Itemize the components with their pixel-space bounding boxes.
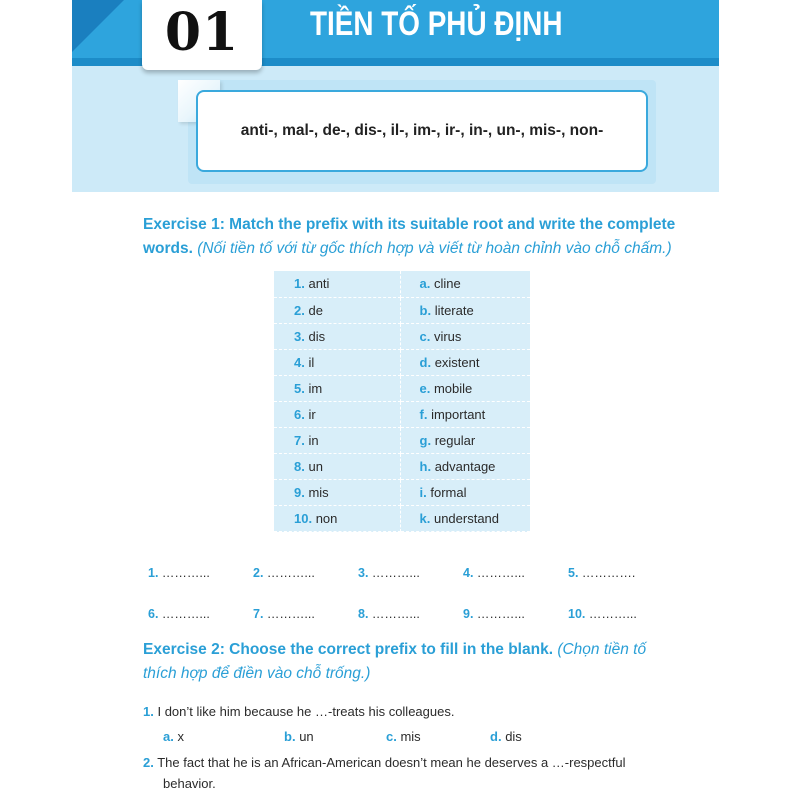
prefix-number: 5. — [294, 380, 305, 396]
answer-number: 2. — [253, 566, 264, 580]
root-cell — [400, 297, 530, 323]
prefix-number: 2. — [294, 302, 305, 318]
q1-option-b-letter: b. — [284, 729, 296, 744]
exercise1-heading — [143, 213, 675, 261]
table-row — [274, 401, 530, 427]
q1-option-c-text: mis — [400, 729, 421, 744]
answer-blank[interactable] — [463, 566, 525, 580]
q1-option-d[interactable] — [490, 729, 522, 744]
root-text: understand — [433, 510, 500, 526]
prefix-number: 9. — [294, 484, 305, 500]
root-text: virus — [433, 328, 462, 344]
q1-option-b-text: un — [299, 729, 314, 744]
answer-blank[interactable] — [463, 607, 525, 621]
root-text: formal — [430, 484, 467, 500]
prefix-text: anti — [308, 276, 330, 292]
root-cell — [400, 453, 530, 479]
answer-blank[interactable] — [253, 607, 315, 621]
prefix-number: 7. — [294, 432, 305, 448]
root-text: important — [431, 406, 486, 422]
table-row — [274, 271, 530, 297]
prefix-number: 1. — [294, 276, 305, 292]
root-letter: h. — [419, 458, 432, 474]
prefix-cell — [274, 453, 400, 479]
prefix-number: 8. — [294, 458, 305, 474]
root-text: regular — [434, 432, 476, 448]
prefix-cell — [274, 297, 400, 323]
answer-dots: ………... — [266, 607, 315, 621]
root-text: advantage — [434, 458, 496, 474]
table-row — [274, 505, 530, 531]
root-letter: d. — [419, 354, 432, 370]
root-cell — [400, 323, 530, 349]
prefix-text: il — [308, 354, 315, 370]
table-row — [274, 453, 530, 479]
prefix-text: non — [315, 510, 338, 526]
answer-number: 10. — [568, 607, 586, 621]
answer-dots: ………... — [161, 607, 210, 621]
answer-dots: ………... — [476, 607, 525, 621]
table-row — [274, 375, 530, 401]
answer-blank[interactable] — [568, 607, 637, 621]
root-letter: k. — [419, 510, 431, 526]
answer-blank[interactable] — [148, 607, 210, 621]
table-row — [274, 427, 530, 453]
question-1 — [143, 701, 454, 722]
prefix-cell — [274, 479, 400, 505]
root-letter: a. — [419, 276, 431, 292]
table-row — [274, 479, 530, 505]
lesson-number: 01 — [164, 1, 240, 63]
root-cell — [400, 505, 530, 531]
root-cell — [400, 401, 530, 427]
answer-dots: ………... — [266, 566, 315, 580]
prefix-text: ir — [308, 406, 316, 422]
q1-option-a-text: x — [177, 729, 184, 744]
prefix-text: mis — [308, 484, 329, 500]
exercise2-heading — [143, 638, 646, 686]
question-2-line1 — [143, 752, 663, 773]
answer-number: 6. — [148, 607, 159, 621]
root-letter: f. — [419, 406, 428, 422]
answer-blank[interactable] — [568, 566, 635, 580]
root-letter: c. — [419, 328, 431, 344]
answer-blank[interactable] — [253, 566, 315, 580]
prefix-number: 10. — [294, 510, 313, 526]
answer-number: 8. — [358, 607, 369, 621]
q1-option-c-letter: c. — [386, 729, 397, 744]
answer-number: 1. — [148, 566, 159, 580]
prefix-cell — [274, 375, 400, 401]
prefix-cell — [274, 323, 400, 349]
prefix-cell — [274, 505, 400, 531]
prefix-text: im — [308, 380, 323, 396]
answer-blank[interactable] — [358, 566, 420, 580]
root-cell — [400, 375, 530, 401]
exercise2-heading-vi: (Chọn tiền tố — [557, 641, 647, 658]
prefix-cell — [274, 401, 400, 427]
answer-dots: ………... — [476, 566, 525, 580]
root-cell — [400, 479, 530, 505]
root-text: literate — [434, 302, 474, 318]
answer-dots: ………... — [588, 607, 637, 621]
q1-option-d-letter: d. — [490, 729, 502, 744]
prefix-list-box — [196, 90, 648, 172]
root-text: mobile — [433, 380, 473, 396]
root-text: cline — [433, 276, 461, 292]
root-letter: e. — [419, 380, 431, 396]
prefix-cell — [274, 349, 400, 375]
question-2-line2: behavior. — [163, 776, 216, 791]
matching-table — [274, 271, 530, 532]
table-row — [274, 323, 530, 349]
prefix-text: in — [308, 432, 319, 448]
root-letter: b. — [419, 302, 432, 318]
root-cell — [400, 427, 530, 453]
question-1-number: 1. — [143, 704, 154, 719]
prefix-text: dis — [308, 328, 326, 344]
exercise1-heading-en: words. — [143, 240, 193, 257]
prefix-cell — [274, 427, 400, 453]
question-2-text: The fact that he is an African-American doesn’t mean he deserves a …-respectful — [157, 755, 626, 770]
exercise1-heading-line2 — [143, 237, 675, 261]
root-letter: g. — [419, 432, 432, 448]
answer-number: 4. — [463, 566, 474, 580]
answer-number: 3. — [358, 566, 369, 580]
prefix-number: 6. — [294, 406, 305, 422]
root-letter: i. — [419, 484, 427, 500]
corner-decoration — [72, 0, 124, 52]
table-row — [274, 349, 530, 375]
lesson-number-badge — [142, 0, 262, 70]
q1-option-b[interactable] — [284, 729, 314, 744]
prefix-text: de — [308, 302, 323, 318]
answer-number: 7. — [253, 607, 264, 621]
table-row — [274, 297, 530, 323]
q1-option-a[interactable] — [163, 729, 184, 744]
answer-number: 9. — [463, 607, 474, 621]
exercise2-heading-line1 — [143, 638, 646, 662]
prefix-text: un — [308, 458, 323, 474]
answer-number: 5. — [568, 566, 579, 580]
prefix-cell — [274, 271, 400, 297]
exercise2-heading-line2: thích hợp để điền vào chỗ trống.) — [143, 665, 371, 682]
question-2-number: 2. — [143, 755, 154, 770]
answer-dots: ………... — [371, 566, 420, 580]
q1-option-a-letter: a. — [163, 729, 174, 744]
exercise1-heading-line1: Exercise 1: Match the prefix with its suitable root and write the complete — [143, 216, 676, 233]
root-cell — [400, 349, 530, 375]
answer-blank[interactable] — [358, 607, 420, 621]
exercise1-heading-vi: (Nối tiền tố với từ gốc thích hợp và viết từ hoàn chỉnh vào chỗ chấm.) — [197, 240, 672, 257]
lesson-title: TIỀN TỐ PHỦ ĐỊNH — [310, 5, 563, 43]
question-1-text: I don’t like him because he …-treats his colleagues. — [157, 704, 455, 719]
root-text: existent — [434, 354, 480, 370]
exercise2-heading-en: Exercise 2: Choose the correct prefix to fill in the blank. — [143, 641, 554, 658]
prefix-number: 3. — [294, 328, 305, 344]
question-2 — [143, 752, 663, 794]
answer-dots: ………... — [371, 607, 420, 621]
q1-option-c[interactable] — [386, 729, 421, 744]
root-cell — [400, 271, 530, 297]
answer-dots: ………... — [161, 566, 210, 580]
answer-dots: …………. — [581, 566, 636, 580]
prefix-list: anti-, mal-, de-, dis-, il-, im-, ir-, in-, un-, mis-, non- — [240, 122, 604, 139]
answer-blank[interactable] — [148, 566, 210, 580]
prefix-number: 4. — [294, 354, 305, 370]
q1-option-d-text: dis — [505, 729, 522, 744]
